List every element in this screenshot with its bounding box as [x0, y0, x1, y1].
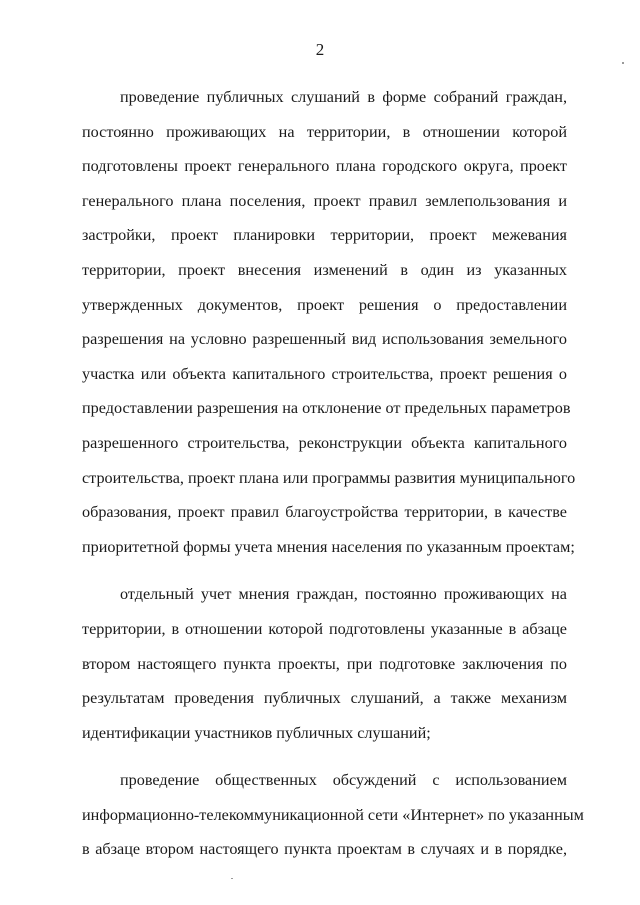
text-line: постоянно проживающих на территории, в отношении которой — [82, 122, 567, 141]
text-line: проведение общественных обсуждений с использованием — [120, 771, 567, 790]
text-line: утвержденных документов, проект решения о предоставлении — [82, 295, 567, 314]
paragraph-public-hearings — [82, 80, 576, 564]
text-line: генерального плана поселения, проект правил землепользования и — [82, 191, 567, 210]
document-body — [82, 80, 584, 867]
paragraph-gap — [82, 750, 567, 763]
scan-speck — [231, 878, 233, 879]
text-line: идентификации участников публичных слушаний; — [82, 723, 431, 742]
text-line: разрешения на условно разрешенный вид использования земельного — [82, 330, 567, 349]
paragraph-separate-accounting — [82, 577, 567, 750]
text-line: подготовлены проект генерального плана городского округа, проект — [82, 157, 567, 176]
text-line: в абзаце втором настоящего пункта проектам в случаях и в порядке, — [82, 840, 567, 859]
paragraph-gap — [82, 564, 567, 577]
text-line: приоритетной формы учета мнения населения по указанным проектам; — [82, 537, 575, 556]
scan-speck — [622, 62, 624, 64]
text-line: застройки, проект планировки территории, проект межевания — [82, 226, 567, 245]
text-line: втором настоящего пункта проекты, при подготовке заключения по — [82, 654, 567, 673]
text-line: образования, проект правил благоустройства территории, в качестве — [82, 503, 567, 522]
text-line: территории, в отношении которой подготовлены указанные в абзаце — [82, 619, 567, 638]
paragraph-public-discussions — [82, 763, 584, 867]
text-line: предоставлении разрешения на отклонение от предельных параметров — [82, 399, 571, 418]
text-line: разрешенного строительства, реконструкции объекта капитального — [82, 433, 567, 452]
text-line: проведение публичных слушаний в форме собраний граждан, — [120, 88, 567, 106]
page-number: 2 — [315, 40, 325, 59]
text-line: результатам проведения публичных слушаний, а также механизм — [82, 689, 567, 708]
text-line: отдельный учет мнения граждан, постоянно проживающих на — [120, 585, 567, 604]
text-line: участка или объекта капитального строительства, проект решения о — [82, 364, 567, 383]
text-line: информационно-телекоммуникационной сети «Интернет» по указанным — [82, 805, 584, 824]
text-line: территории, проект внесения изменений в один из указанных — [82, 260, 567, 279]
text-line: строительства, проект плана или программы развития муниципального — [82, 468, 576, 487]
